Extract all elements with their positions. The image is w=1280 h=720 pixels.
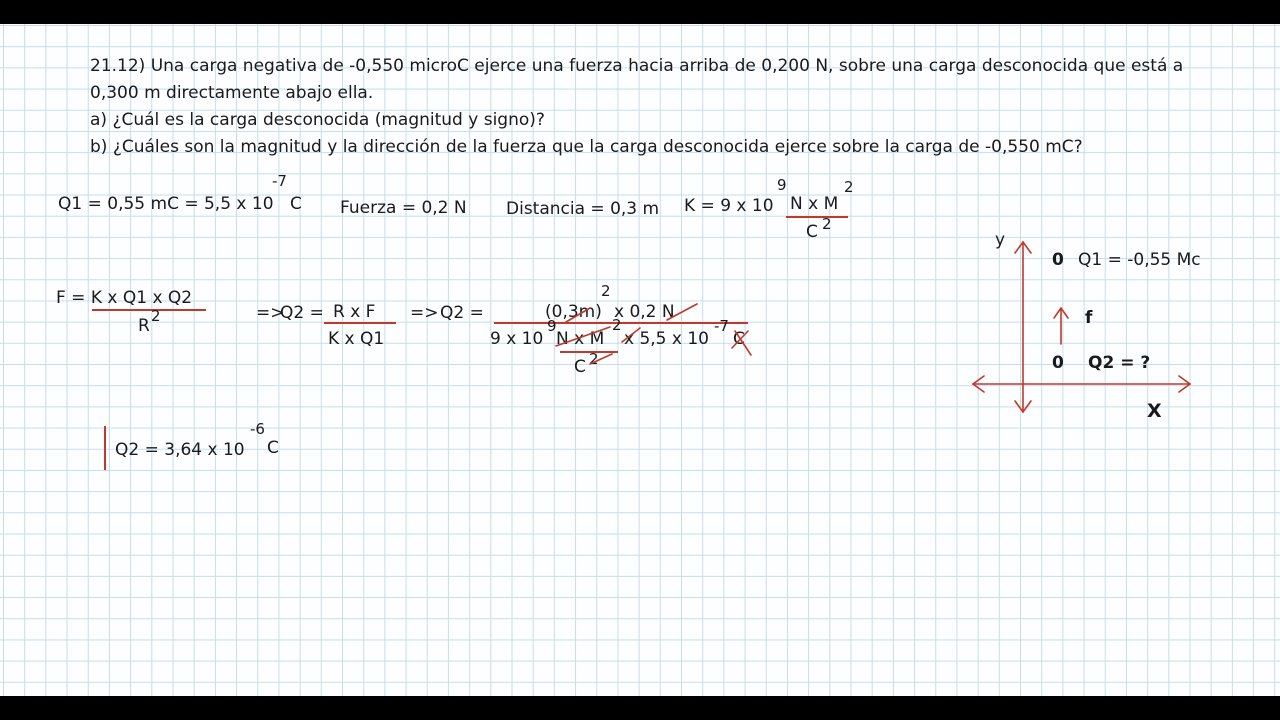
substitution-q1-unit: C [733,329,745,349]
substitution-k-units: N x M [556,329,605,349]
given-q1-exponent: -7 [272,172,287,190]
substitution-q1-exponent: -7 [714,317,729,335]
problem-line-4: b) ¿Cuáles son la magnitud y la dirección de la fuerza que la carga desconocida ejerce sobre la carga de -0,550 mC? [90,137,1083,157]
arrow-2: => [410,303,439,323]
graph-paper-sheet [0,24,1280,696]
given-k: K = 9 x 10 [684,196,774,216]
x-axis-label: X [1147,400,1162,422]
force-label: f [1085,308,1093,328]
given-k-denominator-exponent: 2 [822,215,832,233]
given-k-numerator-exponent: 2 [844,178,854,196]
cancel-m [566,308,590,322]
answer-exponent: -6 [250,420,265,438]
q2-marker: 0 [1052,353,1064,373]
y-axis-label: y [995,230,1006,250]
q1-label: Q1 = -0,55 Mc [1078,250,1201,270]
answer-unit: C [267,438,279,458]
formula-q2-numerator: R x F [333,302,376,322]
problem-line-2: 0,300 m directamente abajo ella. [90,83,374,103]
substitution-k-exponent: 9 [547,317,557,335]
q2-label: Q2 = ? [1088,353,1151,373]
given-distance: Distancia = 0,3 m [506,199,660,219]
cancel-n [667,304,697,320]
arrow-1: => [256,303,285,323]
cancel-nm [556,327,610,349]
formula-coulomb-denominator-exponent: 2 [151,307,161,325]
ink-strokes [0,24,1280,696]
given-k-exponent: 9 [777,176,787,194]
substitution-k-units-exponent: 2 [612,316,622,334]
problem-line-1: 21.12) Una carga negativa de -0,550 microC ejerce una fuerza hacia arriba de 0,200 N, sobre una carga desconocida que está a [90,56,1184,76]
cancel-c2 [590,354,612,364]
q1-marker: 0 [1052,250,1064,270]
substitution-q1: x 5,5 x 10 [624,329,709,349]
substitution-force: x 0,2 N [614,302,675,322]
substitution-distance: (0,3m) [545,302,602,322]
given-force: Fuerza = 0,2 N [340,198,467,218]
formula-q2-denominator: K x Q1 [328,329,385,349]
formula-q2-lhs-2: Q2 = [440,303,484,323]
formula-coulomb: F = K x Q1 x Q2 [56,288,193,308]
substitution-c: C [574,357,586,377]
formula-q2-lhs: Q2 = [280,303,324,323]
cancel-m2 [622,328,640,342]
answer-q2: Q2 = 3,64 x 10 [115,440,245,460]
given-k-denominator: C [806,222,818,242]
formula-coulomb-denominator: R [138,316,150,336]
given-q1: Q1 = 0,55 mC = 5,5 x 10 [58,194,274,214]
substitution-k: 9 x 10 [490,329,544,349]
substitution-distance-exponent: 2 [601,282,611,300]
substitution-c-exponent: 2 [589,350,599,368]
given-q1-unit: C [290,194,302,214]
given-k-numerator: N x M [790,194,839,214]
problem-line-3: a) ¿Cuál es la carga desconocida (magnitud y signo)? [90,110,545,130]
